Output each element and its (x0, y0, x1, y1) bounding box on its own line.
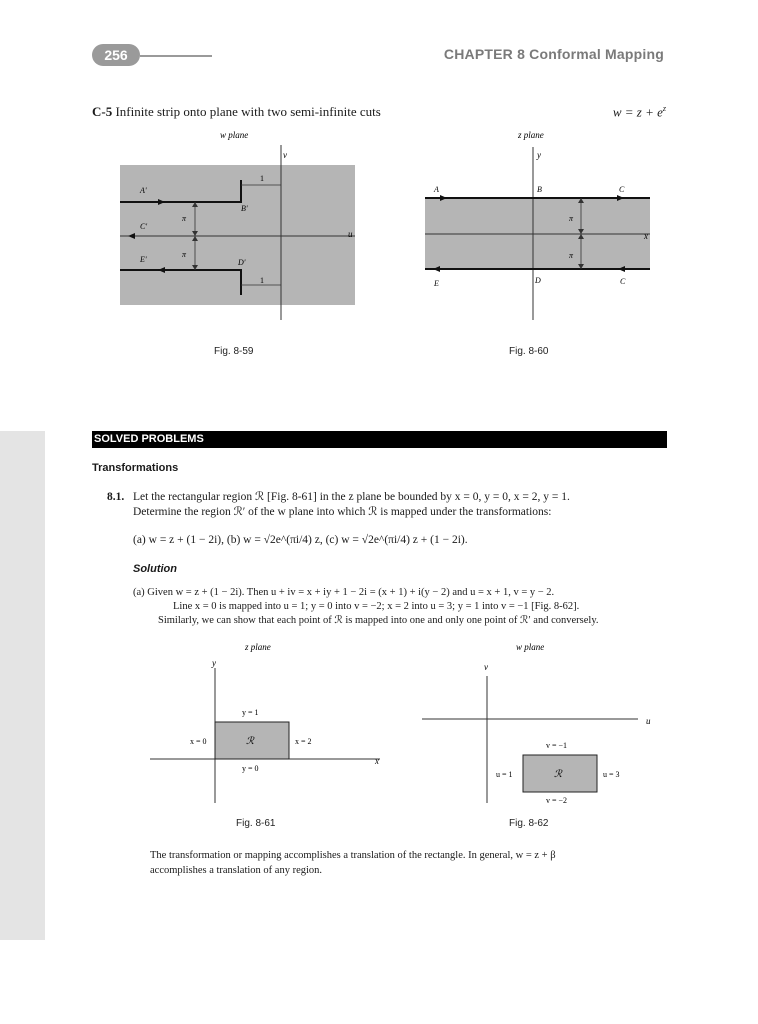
formula-exponent: z (662, 104, 666, 113)
fig59-point-e: E' (140, 255, 147, 264)
closing-line-1: The transformation or mapping accomplishes a translation of the rectangle. In general, w = z + β (150, 850, 556, 861)
header-rule (140, 55, 212, 57)
fig62-caption: Fig. 8-62 (509, 818, 549, 829)
fig60-caption: Fig. 8-60 (509, 346, 549, 357)
solution-a-line-2: Line x = 0 is mapped into u = 1; y = 0 into v = −2; x = 2 into u = 3; y = 1 into v = −1 [Fig. 8-62]. (173, 601, 580, 612)
fig60-x-label: x (644, 231, 648, 241)
solution-a-line-3: Similarly, we can show that each point of ℛ is mapped into one and only one point of ℛ′ and conversely. (158, 615, 599, 626)
solution-a-line-1: (a) Given w = z + (1 − 2i). Then u + iv = x + iy + 1 − 2i = (x + 1) + i(y − 2) and u = x + 1, v = y − 2. (133, 587, 555, 598)
figure-8-60 (420, 125, 660, 330)
fig60-pi-lower: π (569, 251, 574, 260)
fig62-right-label: u = 3 (603, 770, 620, 779)
fig60-pi-upper: π (569, 214, 574, 223)
figure-8-61 (150, 638, 390, 810)
fig59-pi-lower: π (182, 250, 187, 259)
fig62-region-label: ℛ (554, 769, 562, 780)
fig61-bottom-label: y = 0 (242, 764, 259, 773)
fig61-region-label: ℛ (246, 736, 254, 747)
fig60-point-c-bottom: C (620, 277, 626, 286)
fig62-top-label: v = −1 (546, 741, 568, 750)
fig61-plane-label: z plane (245, 642, 271, 652)
fig59-caption: Fig. 8-59 (214, 346, 254, 357)
fig59-point-d: D' (238, 258, 246, 267)
fig59-point-a: A' (140, 186, 147, 195)
fig61-top-label: y = 1 (242, 708, 259, 717)
closing-line-2: accomplishes a translation of any region. (150, 865, 323, 876)
problem-line-2: Determine the region ℛ′ of the w plane into which ℛ is mapped under the transformations: (133, 506, 552, 518)
fig62-bottom-label: v = −2 (546, 796, 568, 805)
fig62-v-label: v (484, 662, 488, 672)
section-title (92, 104, 381, 120)
page-number-badge: 256 (92, 44, 140, 66)
fig62-u-label: u (646, 716, 651, 726)
fig59-shaded-region (120, 165, 355, 305)
fig61-x-label: x (375, 756, 379, 766)
figure-8-59 (120, 125, 380, 330)
fig60-plane-label: z plane (518, 130, 544, 140)
fig60-point-d: D (535, 276, 541, 285)
page-margin-band (0, 431, 45, 940)
chapter-title: CHAPTER 8 Conformal Mapping (443, 46, 664, 62)
fig62-plane-label: w plane (516, 642, 545, 652)
fig59-plane-label: w plane (220, 130, 249, 140)
fig59-pi-upper: π (182, 214, 187, 223)
fig60-y-label: y (537, 150, 541, 160)
fig59-u-label: u (348, 229, 353, 239)
fig59-point-c: C' (140, 222, 148, 231)
fig61-right-label: x = 2 (295, 737, 312, 746)
formula-base: w = z + e (612, 104, 663, 120)
fig61-caption: Fig. 8-61 (236, 818, 276, 829)
fig59-one-top: 1 (260, 174, 264, 183)
fig59-v-label: v (283, 150, 287, 160)
problem-number: 8.1. (107, 491, 125, 503)
fig60-point-b: B (537, 185, 542, 194)
solution-heading: Solution (133, 563, 177, 575)
fig59-one-bottom: 1 (260, 276, 264, 285)
fig61-y-label: y (212, 658, 216, 668)
fig60-point-e: E (434, 279, 439, 288)
section-formula (613, 104, 666, 120)
fig60-point-a: A (434, 185, 439, 194)
fig60-point-c-top: C (619, 185, 625, 194)
section-label: C-5 (92, 104, 113, 119)
fig62-left-label: u = 1 (496, 770, 513, 779)
problem-parts: (a) w = z + (1 − 2i), (b) w = √2e^(πi/4) z, (c) w = √2e^(πi/4) z + (1 − 2i). (133, 534, 468, 546)
solved-problems-banner: SOLVED PROBLEMS (92, 431, 667, 448)
transformations-heading: Transformations (92, 462, 179, 474)
problem-line-1: Let the rectangular region ℛ [Fig. 8-61] in the z plane be bounded by x = 0, y = 0, x = 2, y = 1. (133, 491, 570, 503)
fig59-point-b: B' (241, 204, 248, 213)
fig61-left-label: x = 0 (190, 737, 207, 746)
section-title-text: Infinite strip onto plane with two semi-infinite cuts (115, 104, 381, 119)
figure-8-62 (420, 638, 660, 810)
